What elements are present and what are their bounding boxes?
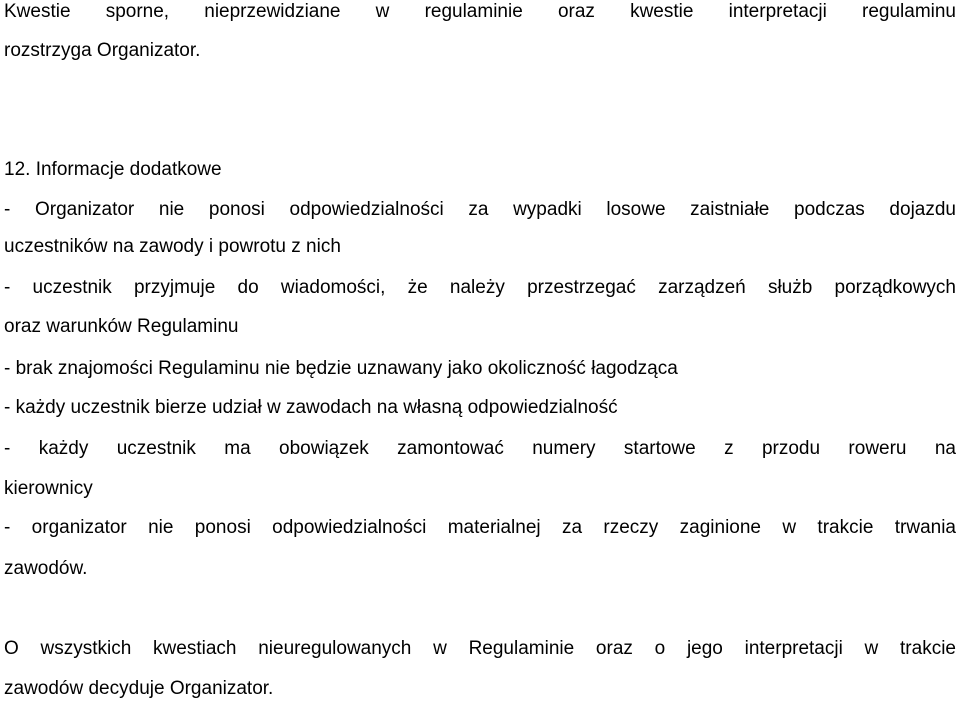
list-item-6-line-2: zawodów. xyxy=(4,558,88,579)
closing-paragraph-line-1: O wszystkich kwestiach nieuregulowanych w Regulaminie oraz o jego interpretacji w trakcie xyxy=(4,638,956,659)
list-item-1-line-2: uczestników na zawody i powrotu z nich xyxy=(4,236,341,257)
intro-paragraph-line-2: rozstrzyga Organizator. xyxy=(4,40,201,61)
section-heading: 12. Informacje dodatkowe xyxy=(4,159,222,180)
list-item-2-line-1: - uczestnik przyjmuje do wiadomości, że należy przestrzegać zarządzeń służb porządkowych xyxy=(4,277,956,298)
list-item-6-line-1: - organizator nie ponosi odpowiedzialności materialnej za rzeczy zaginione w trakcie trwania xyxy=(4,517,956,538)
list-item-4: - każdy uczestnik bierze udział w zawodach na własną odpowiedzialność xyxy=(4,397,618,418)
list-item-1-line-1: - Organizator nie ponosi odpowiedzialności za wypadki losowe zaistniałe podczas dojazdu xyxy=(4,199,956,220)
list-item-5-line-1: - każdy uczestnik ma obowiązek zamontować numery startowe z przodu roweru na xyxy=(4,438,956,459)
closing-paragraph-line-2: zawodów decyduje Organizator. xyxy=(4,678,274,699)
list-item-3: - brak znajomości Regulaminu nie będzie uznawany jako okoliczność łagodząca xyxy=(4,358,678,379)
list-item-2-line-2: oraz warunków Regulaminu xyxy=(4,316,239,337)
list-item-5-line-2: kierownicy xyxy=(4,478,93,499)
intro-paragraph-line-1: Kwestie sporne, nieprzewidziane w regulaminie oraz kwestie interpretacji regulaminu xyxy=(4,1,956,22)
